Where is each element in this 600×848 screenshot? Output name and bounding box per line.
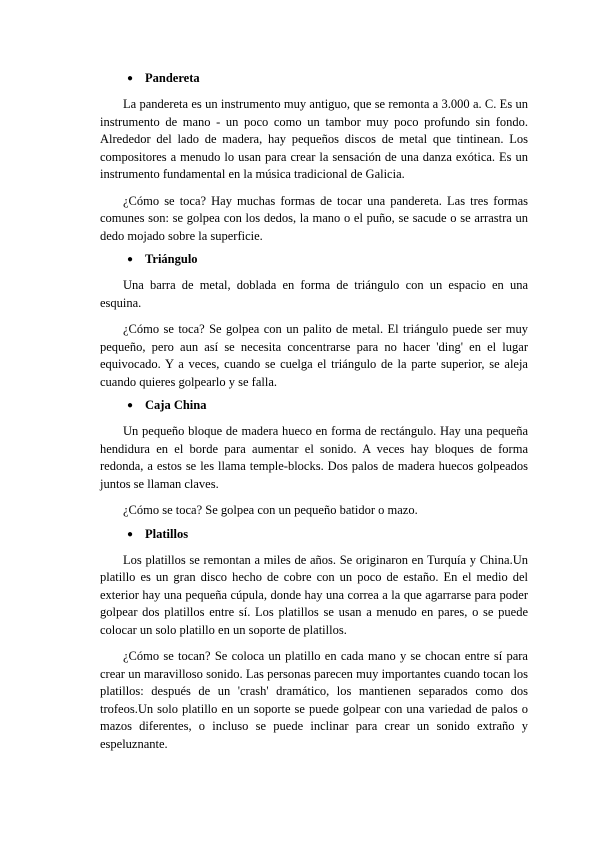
- document-content: [100, 70, 528, 762]
- heading-text: Pandereta: [145, 71, 200, 85]
- section-heading-triangulo: [100, 251, 528, 268]
- paragraph: La pandereta es un instrumento muy antiguo, que se remonta a 3.000 a. C. Es un instrumento de mano - un poco como un tambor muy poco profundo sin fondo. Alrededor del lado de madera, hay pequeños discos de metal que tintinean. Los compositores a menudo lo usan para crear la sensación de una danza exótica. Es un instrumento fundamental en la música tradicional de Galicia.: [100, 97, 528, 181]
- bullet-icon: ●: [127, 400, 134, 411]
- heading-text: Platillos: [145, 526, 189, 541]
- section-heading-platillos: [100, 526, 528, 543]
- paragraph: ¿Cómo se toca? Se golpea con un palito de metal. El triángulo puede ser muy pequeño, pero aun así se necesita concentrarse para no hacer 'ding' en el lugar equivocado. Y a veces, cuando se cuelga el triángulo de la parte superior, se aleja cuando quieres golpearlo y se falla.: [100, 322, 528, 389]
- heading-text: Triángulo: [145, 252, 198, 266]
- heading-text: Caja China: [145, 398, 207, 412]
- bullet-icon: ●: [127, 73, 134, 84]
- paragraph: Un pequeño bloque de madera hueco en forma de rectángulo. Hay una pequeña hendidura en el borde para aumentar el sonido. A veces hay bloques de forma redonda, a estos se les llama temple-blocks. Dos palos de madera huecos golpeados juntos se llaman claves.: [100, 424, 528, 491]
- bullet-icon: ●: [127, 254, 134, 265]
- section-heading-pandereta: [100, 70, 528, 87]
- paragraph: Los platillos se remontan a miles de años. Se originaron en Turquía y China.Un platillo es un gran disco hecho de cobre con un poco de estaño. En el medio del exterior hay una pequeña cúpula, donde hay una correa a la que agarrarse para poder golpear dos platillos entre sí. Los platillos se usan a menudo en pares, o se puede colocar un solo platillo en un soporte de platillos.: [100, 552, 528, 637]
- paragraph: ¿Cómo se toca? Se golpea con un pequeño batidor o mazo.: [123, 503, 418, 517]
- paragraph: ¿Cómo se tocan? Se coloca un platillo en cada mano y se chocan entre sí para crear un maravilloso sonido. Las personas parecen muy importantes cuando tocan los platillos: después de un 'crash' dramático, los mantienen separados como dos trofeos.Un solo platillo en un soporte se puede golpear con una variedad de palos o mazos diferentes, o incluso se puede inclinar para crear un sonido extraño y espeluznante.: [100, 649, 528, 751]
- paragraph: ¿Cómo se toca? Hay muchas formas de tocar una pandereta. Las tres formas comunes son: se golpea con los dedos, la mano o el puño, se sacude o se arrastra un dedo mojado sobre la superficie.: [100, 193, 528, 243]
- bullet-icon: ●: [127, 528, 134, 540]
- section-heading-caja-china: [100, 397, 528, 414]
- paragraph: Una barra de metal, doblada en forma de triángulo con un espacio en una esquina.: [100, 278, 528, 310]
